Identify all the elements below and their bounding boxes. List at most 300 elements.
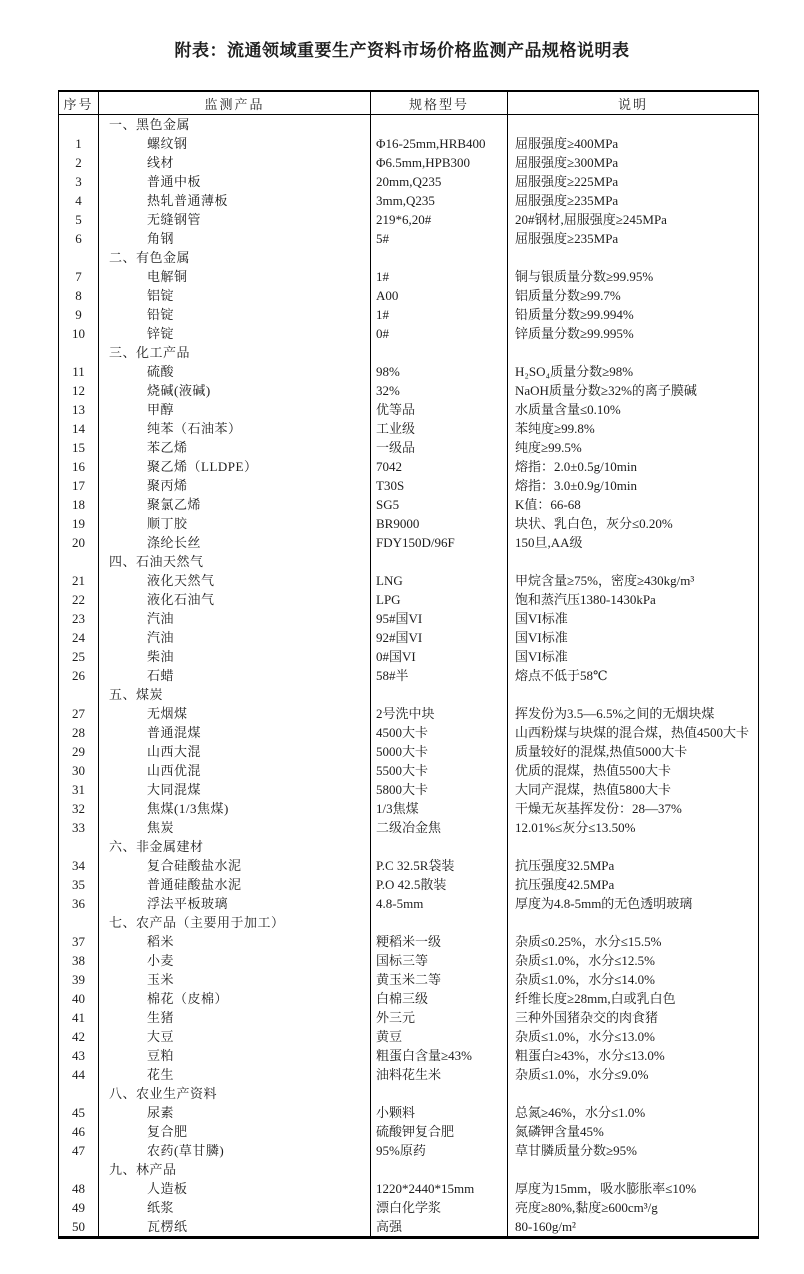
table-row xyxy=(59,932,759,951)
row-no: 24 xyxy=(59,628,99,647)
row-desc: 总氮≥46%，水分≤1.0% xyxy=(508,1103,759,1122)
table-row xyxy=(59,305,759,324)
row-no: 27 xyxy=(59,704,99,723)
row-desc: 挥发份为3.5—6.5%之间的无烟块煤 xyxy=(508,704,759,723)
row-spec: 58#半 xyxy=(371,666,508,685)
row-product: 花生 xyxy=(99,1065,371,1084)
row-desc xyxy=(508,1084,759,1103)
table-row xyxy=(59,457,759,476)
row-product: 线材 xyxy=(99,153,371,172)
category-label: 五、煤炭 xyxy=(99,685,371,704)
row-product: 普通中板 xyxy=(99,172,371,191)
row-no: 8 xyxy=(59,286,99,305)
row-product: 纯苯（石油苯） xyxy=(99,419,371,438)
row-no xyxy=(59,343,99,362)
row-desc: 熔点不低于58℃ xyxy=(508,666,759,685)
table-row xyxy=(59,172,759,191)
row-product: 铝锭 xyxy=(99,286,371,305)
row-no: 28 xyxy=(59,723,99,742)
row-product: 烧碱(液碱) xyxy=(99,381,371,400)
table-row xyxy=(59,514,759,533)
row-product: 顺丁胶 xyxy=(99,514,371,533)
row-product: 普通混煤 xyxy=(99,723,371,742)
table-row xyxy=(59,742,759,761)
row-spec: 4.8-5mm xyxy=(371,894,508,913)
row-spec: BR9000 xyxy=(371,514,508,533)
row-desc: 优质的混煤，热值5500大卡 xyxy=(508,761,759,780)
table-row xyxy=(59,875,759,894)
row-spec: SG5 xyxy=(371,495,508,514)
row-desc: 熔指：2.0±0.5g/10min xyxy=(508,457,759,476)
row-spec: 32% xyxy=(371,381,508,400)
category-row xyxy=(59,115,759,135)
row-desc: 20#钢材,屈服强度≥245MPa xyxy=(508,210,759,229)
row-product: 生猪 xyxy=(99,1008,371,1027)
row-spec: 黄玉米二等 xyxy=(371,970,508,989)
row-product: 汽油 xyxy=(99,609,371,628)
row-spec: 2号洗中块 xyxy=(371,704,508,723)
header-no: 序号 xyxy=(59,91,99,115)
row-spec: 工业级 xyxy=(371,419,508,438)
row-spec: 外三元 xyxy=(371,1008,508,1027)
row-desc: 苯纯度≥99.8% xyxy=(508,419,759,438)
category-row xyxy=(59,837,759,856)
row-product: 角钢 xyxy=(99,229,371,248)
row-no: 13 xyxy=(59,400,99,419)
row-spec: 0# xyxy=(371,324,508,343)
row-no: 20 xyxy=(59,533,99,552)
category-row xyxy=(59,552,759,571)
row-no: 47 xyxy=(59,1141,99,1160)
table-row xyxy=(59,476,759,495)
row-no xyxy=(59,685,99,704)
table-row xyxy=(59,1122,759,1141)
row-desc xyxy=(508,552,759,571)
row-no xyxy=(59,115,99,135)
row-no: 38 xyxy=(59,951,99,970)
row-spec: 漂白化学浆 xyxy=(371,1198,508,1217)
row-desc xyxy=(508,913,759,932)
row-desc: 抗压强度42.5MPa xyxy=(508,875,759,894)
table-row xyxy=(59,533,759,552)
row-no: 11 xyxy=(59,362,99,381)
row-spec: 219*6,20# xyxy=(371,210,508,229)
header-product: 监测产品 xyxy=(99,91,371,115)
row-product: 尿素 xyxy=(99,1103,371,1122)
row-product: 浮法平板玻璃 xyxy=(99,894,371,913)
row-spec xyxy=(371,343,508,362)
row-no: 37 xyxy=(59,932,99,951)
category-label: 一、黑色金属 xyxy=(99,115,371,135)
table-row xyxy=(59,590,759,609)
row-no: 14 xyxy=(59,419,99,438)
table-row xyxy=(59,191,759,210)
row-no: 49 xyxy=(59,1198,99,1217)
row-no: 44 xyxy=(59,1065,99,1084)
table-row xyxy=(59,894,759,913)
row-desc: 山西粉煤与块煤的混合煤，热值4500大卡 xyxy=(508,723,759,742)
row-spec: 1# xyxy=(371,305,508,324)
row-no: 18 xyxy=(59,495,99,514)
row-product: 稻米 xyxy=(99,932,371,951)
row-no xyxy=(59,913,99,932)
page-title: 附表：流通领域重要生产资料市场价格监测产品规格说明表 xyxy=(174,41,630,60)
row-spec: 高强 xyxy=(371,1217,508,1238)
row-spec: 20mm,Q235 xyxy=(371,172,508,191)
row-spec: T30S xyxy=(371,476,508,495)
row-spec xyxy=(371,1160,508,1179)
table-row xyxy=(59,134,759,153)
row-product: 农药(草甘膦) xyxy=(99,1141,371,1160)
row-no: 12 xyxy=(59,381,99,400)
table-row xyxy=(59,362,759,381)
row-desc: 杂质≤1.0%，水分≤13.0% xyxy=(508,1027,759,1046)
row-no: 29 xyxy=(59,742,99,761)
row-desc: 甲烷含量≥75%，密度≥430kg/m³ xyxy=(508,571,759,590)
row-spec: 92#国VI xyxy=(371,628,508,647)
row-product: 硫酸 xyxy=(99,362,371,381)
table-row xyxy=(59,628,759,647)
row-product: 玉米 xyxy=(99,970,371,989)
row-desc: 厚度为4.8-5mm的无色透明玻璃 xyxy=(508,894,759,913)
row-spec: LPG xyxy=(371,590,508,609)
row-desc: 150旦,AA级 xyxy=(508,533,759,552)
row-product: 人造板 xyxy=(99,1179,371,1198)
row-no: 15 xyxy=(59,438,99,457)
row-desc: 铜与银质量分数≥99.95% xyxy=(508,267,759,286)
category-row xyxy=(59,248,759,267)
row-desc: 粗蛋白≥43%，水分≤13.0% xyxy=(508,1046,759,1065)
row-desc: 屈服强度≥400MPa xyxy=(508,134,759,153)
row-spec: 95%原药 xyxy=(371,1141,508,1160)
category-label: 三、化工产品 xyxy=(99,343,371,362)
row-spec: Φ16-25mm,HRB400 xyxy=(371,134,508,153)
row-spec: LNG xyxy=(371,571,508,590)
row-no xyxy=(59,837,99,856)
row-desc xyxy=(508,1160,759,1179)
row-desc: 12.01%≤灰分≤13.50% xyxy=(508,818,759,837)
row-spec: 国标三等 xyxy=(371,951,508,970)
table-row xyxy=(59,1008,759,1027)
row-spec: 黄豆 xyxy=(371,1027,508,1046)
row-product: 复合硅酸盐水泥 xyxy=(99,856,371,875)
row-no: 36 xyxy=(59,894,99,913)
row-desc: 国VI标准 xyxy=(508,647,759,666)
row-desc: 屈服强度≥235MPa xyxy=(508,229,759,248)
row-desc: 屈服强度≥235MPa xyxy=(508,191,759,210)
row-product: 纸浆 xyxy=(99,1198,371,1217)
row-no: 5 xyxy=(59,210,99,229)
row-product: 热轧普通薄板 xyxy=(99,191,371,210)
table-row xyxy=(59,989,759,1008)
row-desc: 杂质≤0.25%，水分≤15.5% xyxy=(508,932,759,951)
table-row xyxy=(59,951,759,970)
row-spec xyxy=(371,837,508,856)
row-product: 聚氯乙烯 xyxy=(99,495,371,514)
row-desc xyxy=(508,343,759,362)
table-row xyxy=(59,666,759,685)
row-spec: P.O 42.5散装 xyxy=(371,875,508,894)
row-spec: FDY150D/96F xyxy=(371,533,508,552)
table-row xyxy=(59,609,759,628)
row-no: 1 xyxy=(59,134,99,153)
row-desc: 氮磷钾含量45% xyxy=(508,1122,759,1141)
row-desc: 杂质≤1.0%，水分≤9.0% xyxy=(508,1065,759,1084)
row-spec: 粗蛋白含量≥43% xyxy=(371,1046,508,1065)
row-product: 电解铜 xyxy=(99,267,371,286)
table-row xyxy=(59,761,759,780)
row-no: 16 xyxy=(59,457,99,476)
row-desc: 质量较好的混煤,热值5000大卡 xyxy=(508,742,759,761)
row-product: 涤纶长丝 xyxy=(99,533,371,552)
table-row xyxy=(59,1217,759,1238)
row-product: 山西优混 xyxy=(99,761,371,780)
row-spec: 5800大卡 xyxy=(371,780,508,799)
row-no: 42 xyxy=(59,1027,99,1046)
row-desc: 干燥无灰基挥发份：28—37% xyxy=(508,799,759,818)
row-no: 45 xyxy=(59,1103,99,1122)
table-row xyxy=(59,286,759,305)
table-row xyxy=(59,1103,759,1122)
row-desc: 纤维长度≥28mm,白或乳白色 xyxy=(508,989,759,1008)
row-product: 大豆 xyxy=(99,1027,371,1046)
row-product: 甲醇 xyxy=(99,400,371,419)
row-desc: K值：66-68 xyxy=(508,495,759,514)
row-product: 液化天然气 xyxy=(99,571,371,590)
row-spec: 98% xyxy=(371,362,508,381)
spec-table xyxy=(58,90,759,1239)
row-no: 19 xyxy=(59,514,99,533)
row-desc: 杂质≤1.0%，水分≤12.5% xyxy=(508,951,759,970)
row-no: 3 xyxy=(59,172,99,191)
row-desc: 80-160g/m² xyxy=(508,1217,759,1238)
table-row xyxy=(59,324,759,343)
row-desc: 锌质量分数≥99.995% xyxy=(508,324,759,343)
table-row xyxy=(59,1027,759,1046)
row-desc: 草甘膦质量分数≥95% xyxy=(508,1141,759,1160)
row-product: 大同混煤 xyxy=(99,780,371,799)
table-row xyxy=(59,571,759,590)
table-row xyxy=(59,1065,759,1084)
row-product: 汽油 xyxy=(99,628,371,647)
category-label: 四、石油天然气 xyxy=(99,552,371,571)
row-no: 48 xyxy=(59,1179,99,1198)
table-row xyxy=(59,704,759,723)
row-product: 小麦 xyxy=(99,951,371,970)
row-spec: 0#国VI xyxy=(371,647,508,666)
row-spec: 粳稻米一级 xyxy=(371,932,508,951)
row-no: 9 xyxy=(59,305,99,324)
row-spec: 一级品 xyxy=(371,438,508,457)
row-spec: 95#国VI xyxy=(371,609,508,628)
table-row xyxy=(59,856,759,875)
row-no: 34 xyxy=(59,856,99,875)
row-desc: NaOH质量分数≥32%的离子膜碱 xyxy=(508,381,759,400)
table-row xyxy=(59,1179,759,1198)
row-no xyxy=(59,1160,99,1179)
row-product: 液化石油气 xyxy=(99,590,371,609)
row-spec: 油料花生米 xyxy=(371,1065,508,1084)
row-product: 无烟煤 xyxy=(99,704,371,723)
row-spec: 小颗料 xyxy=(371,1103,508,1122)
category-row xyxy=(59,913,759,932)
row-desc: 抗压强度32.5MPa xyxy=(508,856,759,875)
category-label: 八、农业生产资料 xyxy=(99,1084,371,1103)
row-no: 31 xyxy=(59,780,99,799)
row-product: 螺纹钢 xyxy=(99,134,371,153)
row-desc: 铅质量分数≥99.994% xyxy=(508,305,759,324)
row-no: 33 xyxy=(59,818,99,837)
row-no: 21 xyxy=(59,571,99,590)
row-no: 39 xyxy=(59,970,99,989)
row-spec xyxy=(371,115,508,135)
row-product: 普通硅酸盐水泥 xyxy=(99,875,371,894)
row-product: 铅锭 xyxy=(99,305,371,324)
category-label: 六、非金属建材 xyxy=(99,837,371,856)
row-spec: A00 xyxy=(371,286,508,305)
row-spec: 白棉三级 xyxy=(371,989,508,1008)
row-spec: 7042 xyxy=(371,457,508,476)
row-no: 2 xyxy=(59,153,99,172)
row-desc: 屈服强度≥225MPa xyxy=(508,172,759,191)
table-row xyxy=(59,210,759,229)
table-row xyxy=(59,495,759,514)
row-desc: 亮度≥80%,黏度≥600cm³/g xyxy=(508,1198,759,1217)
row-no: 25 xyxy=(59,647,99,666)
row-product: 豆粕 xyxy=(99,1046,371,1065)
table-row xyxy=(59,780,759,799)
row-spec xyxy=(371,913,508,932)
row-product: 无缝钢管 xyxy=(99,210,371,229)
table-row xyxy=(59,153,759,172)
category-label: 二、有色金属 xyxy=(99,248,371,267)
table-row xyxy=(59,1046,759,1065)
row-desc: H₂SO₄质量分数≥98% xyxy=(508,362,759,381)
row-desc: 屈服强度≥300MPa xyxy=(508,153,759,172)
row-spec: 1# xyxy=(371,267,508,286)
row-spec xyxy=(371,1084,508,1103)
category-row xyxy=(59,343,759,362)
row-product: 苯乙烯 xyxy=(99,438,371,457)
row-spec: 5500大卡 xyxy=(371,761,508,780)
row-spec: 1/3焦煤 xyxy=(371,799,508,818)
row-desc: 厚度为15mm，吸水膨胀率≤10% xyxy=(508,1179,759,1198)
row-desc: 国VI标准 xyxy=(508,609,759,628)
row-spec: 硫酸钾复合肥 xyxy=(371,1122,508,1141)
row-desc: 水质量含量≤0.10% xyxy=(508,400,759,419)
table-row xyxy=(59,818,759,837)
row-desc: 国VI标准 xyxy=(508,628,759,647)
row-spec: 5000大卡 xyxy=(371,742,508,761)
table-row xyxy=(59,647,759,666)
table-row xyxy=(59,419,759,438)
table-row xyxy=(59,267,759,286)
table-body xyxy=(59,115,759,1238)
row-no: 10 xyxy=(59,324,99,343)
row-product: 焦煤(1/3焦煤) xyxy=(99,799,371,818)
row-product: 聚丙烯 xyxy=(99,476,371,495)
header-spec: 规格型号 xyxy=(371,91,508,115)
row-spec: Φ6.5mm,HPB300 xyxy=(371,153,508,172)
table-row xyxy=(59,381,759,400)
row-spec: 4500大卡 xyxy=(371,723,508,742)
row-product: 焦炭 xyxy=(99,818,371,837)
row-spec xyxy=(371,248,508,267)
row-no: 23 xyxy=(59,609,99,628)
row-product: 复合肥 xyxy=(99,1122,371,1141)
row-no: 40 xyxy=(59,989,99,1008)
table-row xyxy=(59,1141,759,1160)
row-spec: 1220*2440*15mm xyxy=(371,1179,508,1198)
row-desc: 纯度≥99.5% xyxy=(508,438,759,457)
row-no: 32 xyxy=(59,799,99,818)
header-row xyxy=(59,91,759,115)
category-row xyxy=(59,1160,759,1179)
category-label: 九、林产品 xyxy=(99,1160,371,1179)
category-row xyxy=(59,685,759,704)
category-row xyxy=(59,1084,759,1103)
row-no: 46 xyxy=(59,1122,99,1141)
row-desc: 熔指：3.0±0.9g/10min xyxy=(508,476,759,495)
row-product: 石蜡 xyxy=(99,666,371,685)
row-desc: 饱和蒸汽压1380-1430kPa xyxy=(508,590,759,609)
row-no: 50 xyxy=(59,1217,99,1238)
row-spec xyxy=(371,685,508,704)
row-desc xyxy=(508,115,759,135)
row-no xyxy=(59,552,99,571)
table-row xyxy=(59,400,759,419)
table-row xyxy=(59,229,759,248)
table-row xyxy=(59,970,759,989)
row-no: 43 xyxy=(59,1046,99,1065)
row-spec xyxy=(371,552,508,571)
row-spec: 二级冶金焦 xyxy=(371,818,508,837)
row-no: 6 xyxy=(59,229,99,248)
row-desc: 铝质量分数≥99.7% xyxy=(508,286,759,305)
row-spec: 5# xyxy=(371,229,508,248)
header-desc: 说明 xyxy=(508,91,759,115)
row-no xyxy=(59,248,99,267)
table-row xyxy=(59,723,759,742)
row-product: 山西大混 xyxy=(99,742,371,761)
row-desc: 三种外国猪杂交的肉食猪 xyxy=(508,1008,759,1027)
row-no: 41 xyxy=(59,1008,99,1027)
row-product: 柴油 xyxy=(99,647,371,666)
row-desc xyxy=(508,248,759,267)
row-no: 22 xyxy=(59,590,99,609)
row-product: 瓦楞纸 xyxy=(99,1217,371,1238)
category-label: 七、农产品（主要用于加工） xyxy=(99,913,371,932)
row-desc: 杂质≤1.0%，水分≤14.0% xyxy=(508,970,759,989)
table-row xyxy=(59,438,759,457)
row-no: 30 xyxy=(59,761,99,780)
row-desc: 大同产混煤，热值5800大卡 xyxy=(508,780,759,799)
row-product: 棉花（皮棉） xyxy=(99,989,371,1008)
row-spec: 优等品 xyxy=(371,400,508,419)
table-row xyxy=(59,799,759,818)
row-desc xyxy=(508,837,759,856)
row-no: 26 xyxy=(59,666,99,685)
row-desc: 块状、乳白色，灰分≤0.20% xyxy=(508,514,759,533)
row-spec: 3mm,Q235 xyxy=(371,191,508,210)
row-product: 锌锭 xyxy=(99,324,371,343)
row-product: 聚乙烯（LLDPE） xyxy=(99,457,371,476)
row-no: 35 xyxy=(59,875,99,894)
row-no: 17 xyxy=(59,476,99,495)
row-no: 7 xyxy=(59,267,99,286)
table-row xyxy=(59,1198,759,1217)
row-no: 4 xyxy=(59,191,99,210)
